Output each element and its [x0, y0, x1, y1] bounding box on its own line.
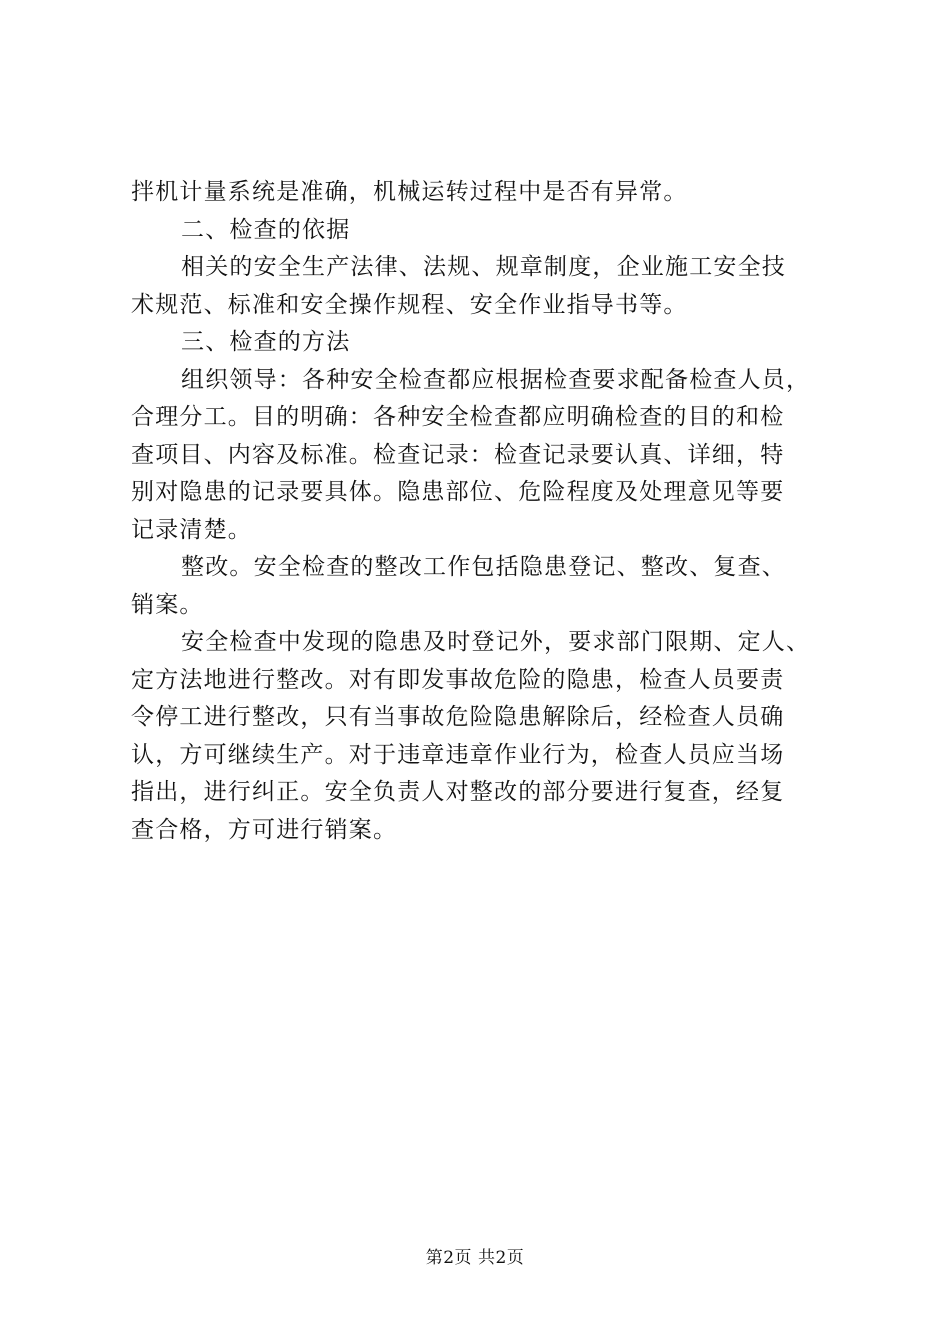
text-line: 查项目、内容及标准。检查记录：检查记录要认真、详细，特 [131, 441, 785, 468]
section-heading: 三、检查的方法 [181, 329, 351, 355]
section-heading: 二、检查的依据 [181, 216, 351, 243]
page-number-footer: 第2页 共2页 [425, 1248, 525, 1268]
text-line: 令停工进行整改，只有当事故危险隐患解除后，经检查人员确 [131, 704, 785, 730]
text-line: 整改。安全检查的整改工作包括隐患登记、整改、复查、 [181, 554, 786, 580]
document-body [131, 174, 841, 849]
text-line: 相关的安全生产法律、法规、规章制度，企业施工安全技 [181, 254, 786, 280]
text-line: 销案。 [131, 591, 204, 618]
text-line: 认，方可继续生产。对于违章违章作业行为，检查人员应当场 [131, 741, 785, 768]
text-line: 指出，进行纠正。安全负责人对整改的部分要进行复查，经复 [131, 779, 785, 805]
text-line: 术规范、标准和安全操作规程、安全作业指导书等。 [131, 291, 688, 318]
text-line: 合理分工。目的明确：各种安全检查都应明确检查的目的和检 [131, 404, 785, 430]
text-line: 定方法地进行整改。对有即发事故危险的隐患，检查人员要责 [131, 666, 785, 693]
text-line: 别对隐患的记录要具体。隐患部位、危险程度及处理意见等要 [131, 479, 785, 505]
text-line: 拌机计量系统是准确，机械运转过程中是否有异常。 [131, 179, 688, 205]
text-line: 组织领导：各种安全检查都应根据检查要求配备检查人员， [181, 366, 811, 393]
text-line: 安全检查中发现的隐患及时登记外，要求部门限期、定人、 [181, 629, 811, 655]
text-line: 记录清楚。 [131, 516, 252, 543]
text-line: 查合格，方可进行销案。 [131, 816, 398, 843]
